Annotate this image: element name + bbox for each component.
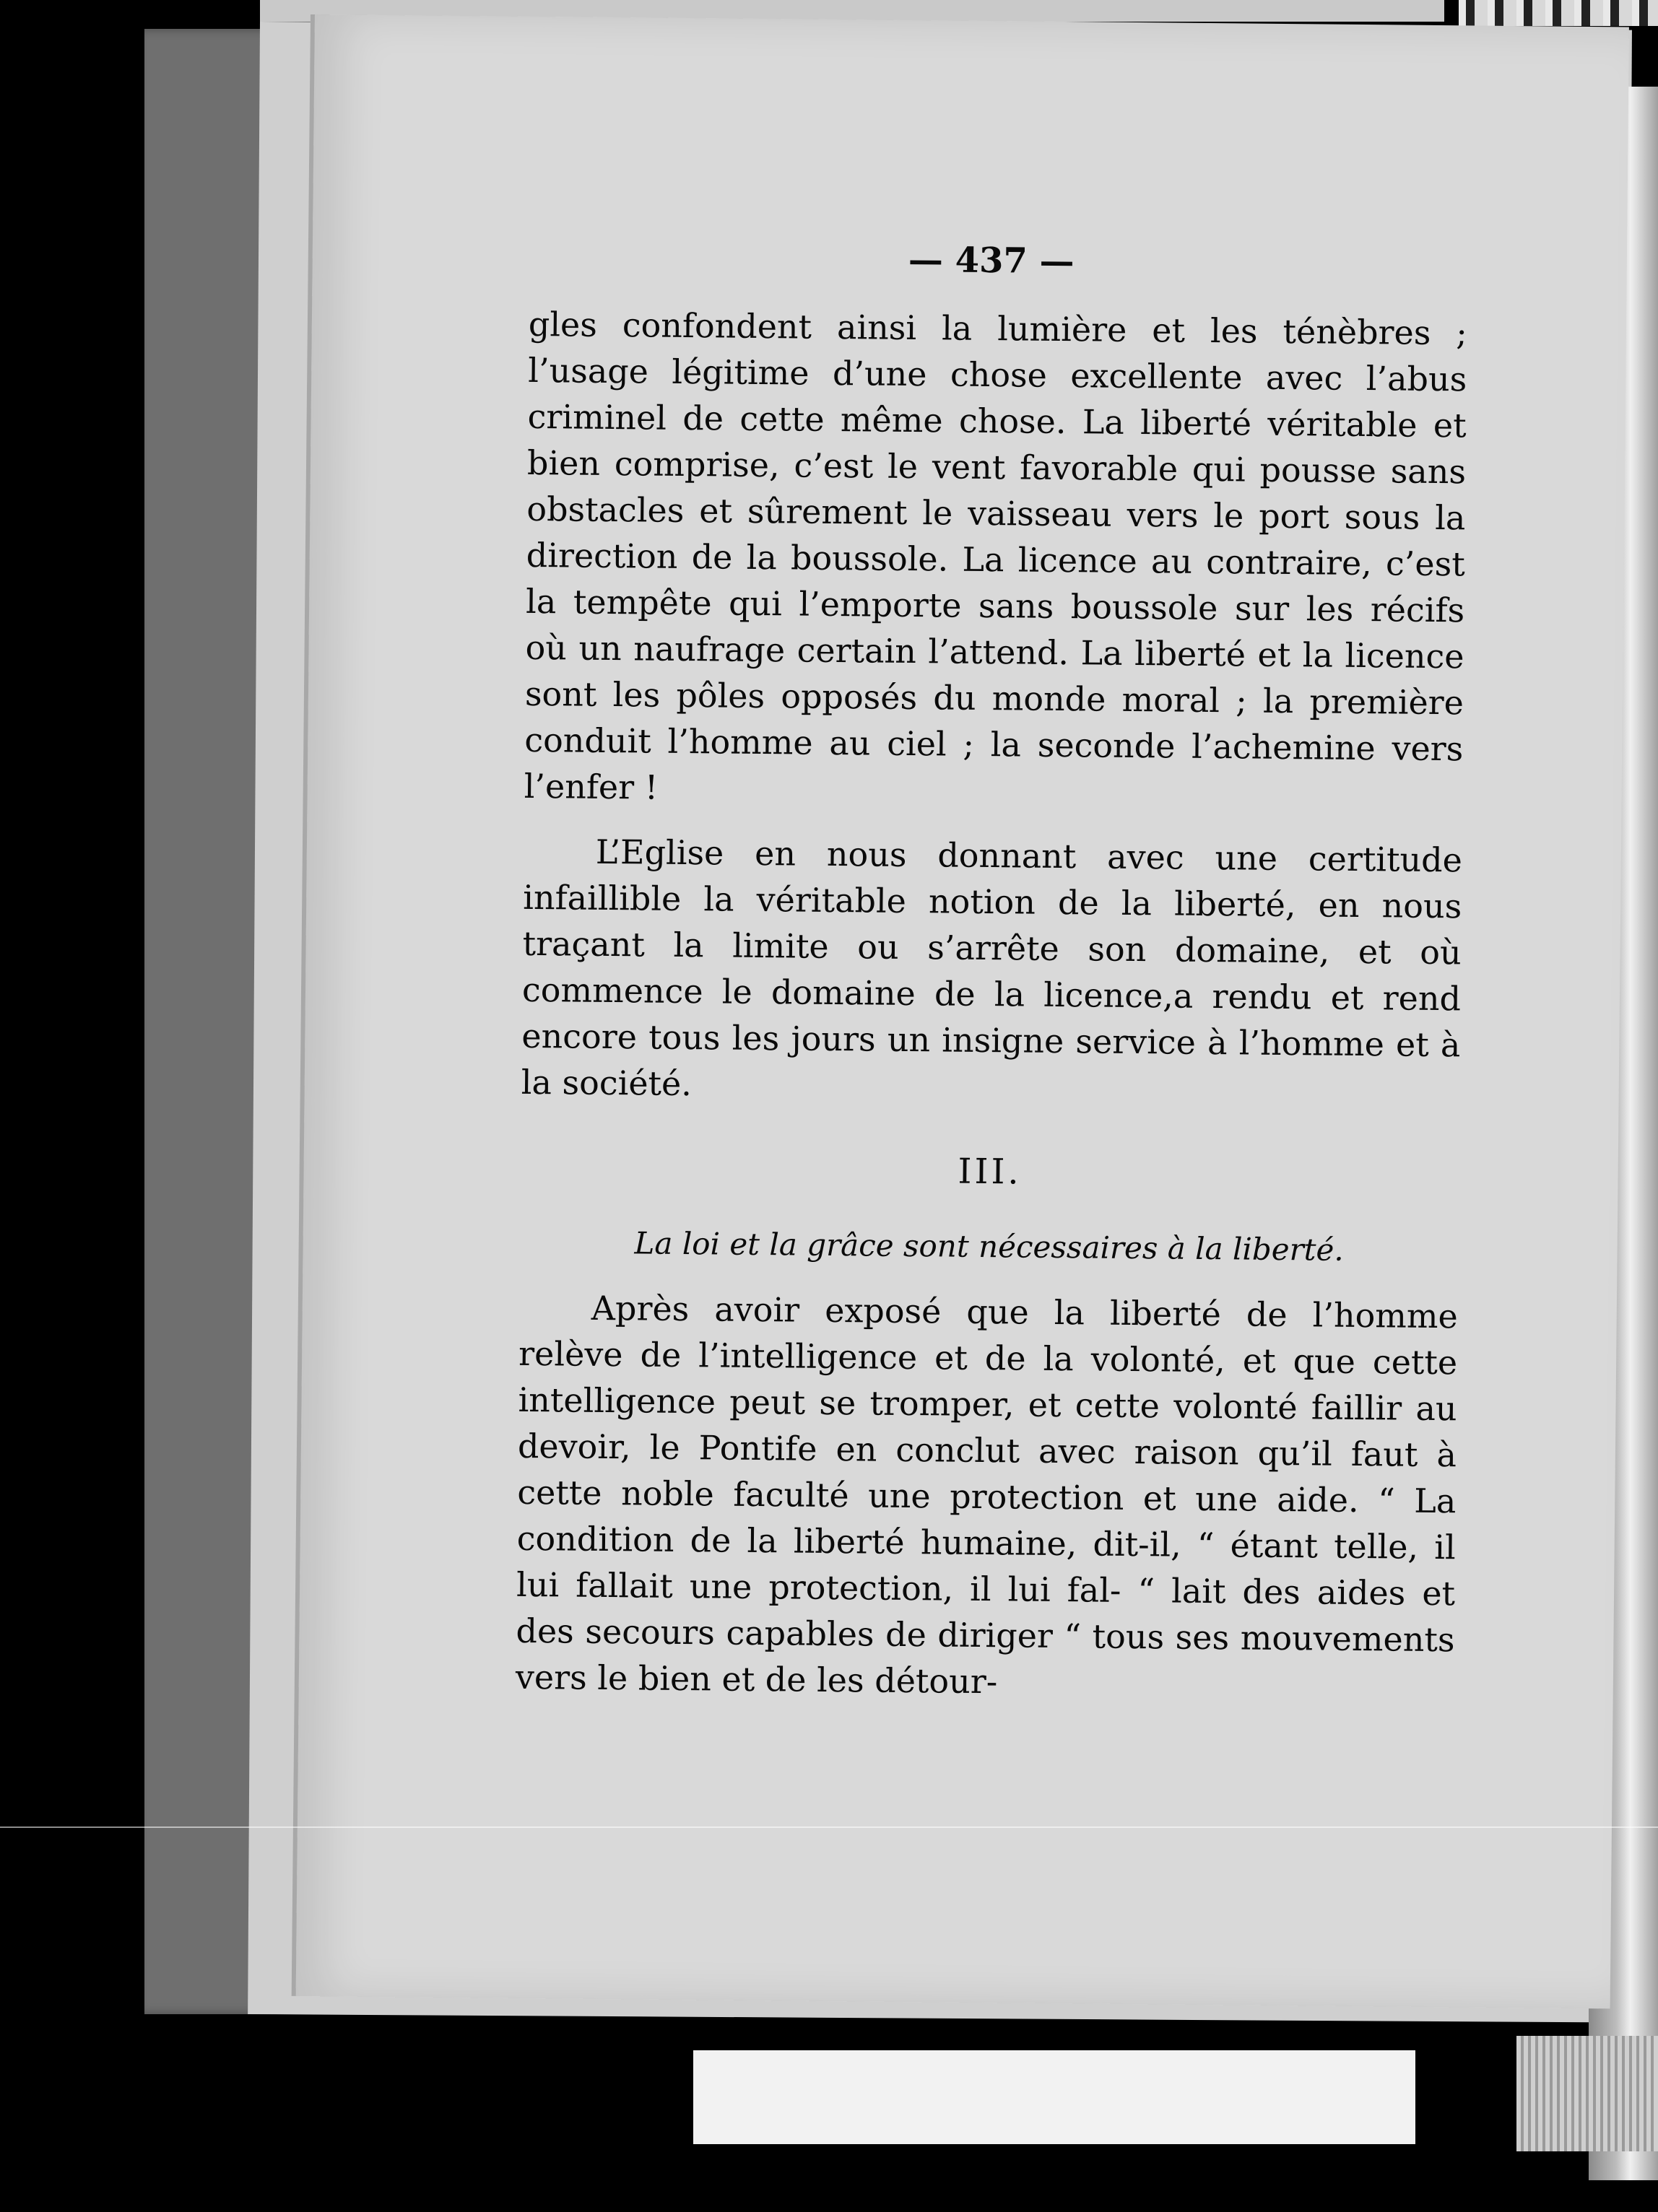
paragraph-1: gles confondent ainsi la lumière et les ténèbres ; l’usage légitime d’une chose excellente avec l’abus criminel de cette même chose. La liberté véritable et bien comprise, c’est le vent favorable qui pousse sans obstacles et sûrement le vaisseau vers le port sous la direction de la boussole. La licence au contraire, c’est la tempête qui l’emporte sans boussole sur les récifs où un naufrage certain l’attend. La liberté et la licence sont les pôles opposés du monde moral ; la première conduit l’homme au ciel ; la seconde l’achemine vers l’enfer ! <box>524 304 1468 807</box>
page-number: — 437 — <box>908 239 1075 282</box>
bottom-white-strip <box>693 2050 1415 2144</box>
top-right-scan-strip <box>1459 0 1658 26</box>
page <box>292 14 1629 2008</box>
section-paragraph: Après avoir exposé que la liberté de l’homme relève de l’intelligence et de la volonté, et que cette intelligence peut se tromper, et cette volonté faillir au devoir, le Pontife en conclut avec raison qu’il faut à cette noble faculté une protection et une aide. “ La condition de la liberté humaine, dit-il, “ étant telle, il lui fallait une protection, il lui fal- “ lait des aides et des secours capables de diriger “ tous ses mouvements vers le bien et de les détour- <box>515 1288 1459 1702</box>
text-block <box>516 233 1468 1709</box>
section-number: III. <box>958 1151 1022 1193</box>
paragraph-2: L’Eglise en nous donnant avec une certitude infaillible la véritable notion de la liberté, en nous traçant la limite ou s’arrête son domaine, et où commence le domaine de la licence,a rendu et rend encore tous les jours un insigne service à l’homme et à la société. <box>521 832 1463 1104</box>
scan-line <box>0 1826 1658 1828</box>
section-title: La loi et la grâce sont nécessaires à la liberté. <box>634 1225 1344 1268</box>
bottom-right-scan-strip <box>1516 2036 1658 2151</box>
